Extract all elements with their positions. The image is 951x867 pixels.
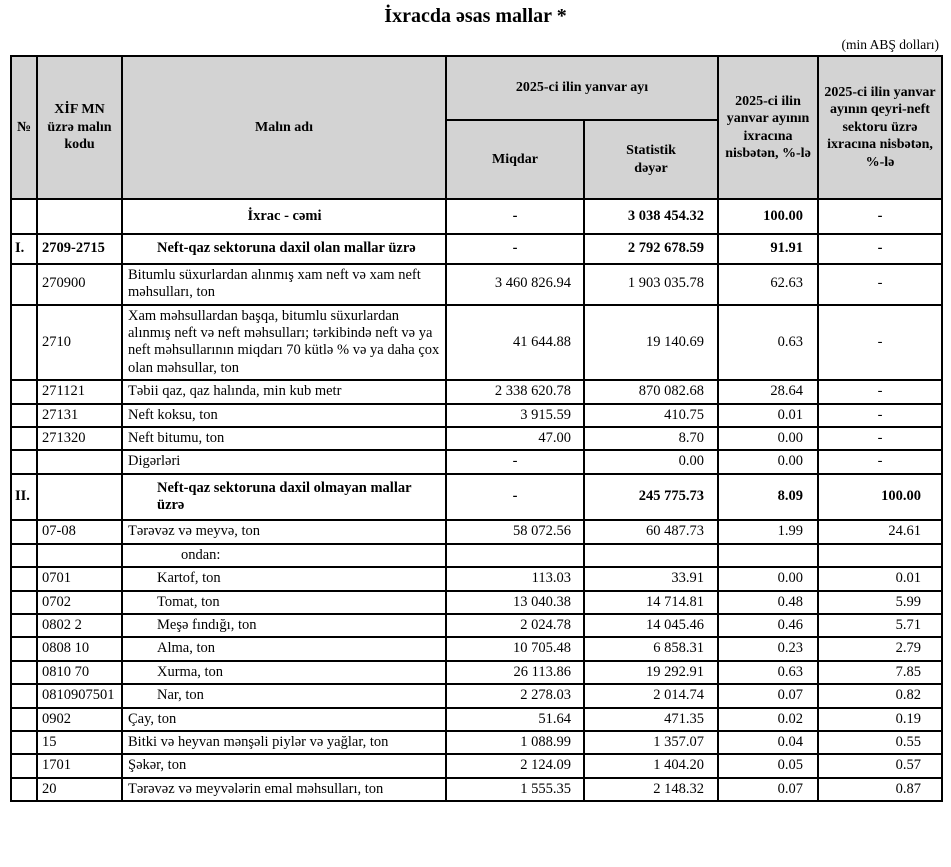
row-number-cell [11,591,37,614]
commodity-name-cell: İxrac - cəmi [122,199,446,234]
share-total-cell: 0.00 [718,450,818,473]
stat-value-cell: 1 357.07 [584,731,718,754]
stat-value-cell: 2 148.32 [584,778,718,801]
commodity-name-cell: Meşə fındığı, ton [122,614,446,637]
quantity-cell: 2 024.78 [446,614,584,637]
share-total-cell: 0.05 [718,754,818,777]
commodity-name-cell: Digərləri [122,450,446,473]
quantity-cell: 113.03 [446,567,584,590]
table-row [11,474,942,521]
row-number-cell [11,380,37,403]
commodity-name-cell: Nar, ton [122,684,446,707]
stat-value-cell: 19 140.69 [584,305,718,381]
share-total-cell: 0.07 [718,684,818,707]
commodity-code-cell: 0902 [37,708,122,731]
table-row [11,684,942,707]
commodity-code-cell: 0702 [37,591,122,614]
share-nonoil-cell: 0.19 [818,708,942,731]
share-nonoil-cell: 0.82 [818,684,942,707]
stat-value-cell: 19 292.91 [584,661,718,684]
share-nonoil-cell: 0.57 [818,754,942,777]
commodity-code-cell: 20 [37,778,122,801]
commodity-code-cell: 271121 [37,380,122,403]
share-total-cell: 1.99 [718,520,818,543]
table-row [11,520,942,543]
table-row [11,708,942,731]
commodity-code-cell: 07-08 [37,520,122,543]
table-row [11,199,942,234]
table-row [11,614,942,637]
row-number-cell [11,614,37,637]
commodity-code-cell [37,474,122,521]
table-row [11,450,942,473]
share-total-cell: 0.02 [718,708,818,731]
quantity-cell: 2 278.03 [446,684,584,707]
col-header-number: № [11,56,37,199]
share-total-cell: 0.63 [718,305,818,381]
page-title: İxracda əsas mallar * [384,5,567,27]
stat-value-cell: 410.75 [584,404,718,427]
share-nonoil-cell [818,544,942,567]
commodity-code-cell [37,199,122,234]
quantity-cell: 2 124.09 [446,754,584,777]
table-row [11,778,942,801]
quantity-cell [446,544,584,567]
share-nonoil-cell: - [818,234,942,263]
commodity-name-cell: Tərəvəz və meyvə, ton [122,520,446,543]
row-number-cell [11,264,37,305]
col-header-quantity: Miqdar [446,120,584,199]
share-nonoil-cell: - [818,199,942,234]
quantity-cell: - [446,450,584,473]
commodity-name-cell: Bitumlu süxurlardan alınmış xam neft və xam neft məhsulları, ton [122,264,446,305]
stat-value-cell: 6 858.31 [584,637,718,660]
share-total-cell: 0.00 [718,567,818,590]
col-header-share-nonoil: 2025-ci ilin yanvar ayının qeyri-neft sektoru üzrə ixracına nisbətən, %-lə [818,56,942,199]
table-row [11,544,942,567]
stat-value-cell: 14 045.46 [584,614,718,637]
table-row [11,305,942,381]
share-total-cell: 91.91 [718,234,818,263]
stat-value-cell: 60 487.73 [584,520,718,543]
commodity-name-cell: Neft-qaz sektoruna daxil olan mallar üzrə [122,234,446,263]
row-number-cell: II. [11,474,37,521]
share-total-cell: 0.04 [718,731,818,754]
col-header-period-group: 2025-ci ilin yanvar ayı [446,56,718,120]
share-nonoil-cell: 2.79 [818,637,942,660]
commodity-name-cell: Xurma, ton [122,661,446,684]
col-header-share-total: 2025-ci ilin yanvar ayının ixracına nisbətən, %-lə [718,56,818,199]
stat-value-cell: 1 903 035.78 [584,264,718,305]
row-number-cell [11,450,37,473]
share-nonoil-cell: 0.55 [818,731,942,754]
stat-value-cell: 870 082.68 [584,380,718,403]
share-nonoil-cell: - [818,427,942,450]
row-number-cell [11,199,37,234]
share-total-cell: 0.48 [718,591,818,614]
row-number-cell [11,520,37,543]
commodity-name-cell: Xam məhsullardan başqa, bitumlu süxurlardan alınmış neft və neft məhsulları; tərkibində neft və ya neft məhsullarının miqdarı 70 kütlə % və ya daha çox olan məhsullar, ton [122,305,446,381]
commodity-name-cell: Tomat, ton [122,591,446,614]
commodity-code-cell [37,450,122,473]
row-number-cell [11,567,37,590]
row-number-cell [11,731,37,754]
exports-table [10,55,943,802]
commodity-name-cell: Bitki və heyvan mənşəli piylər və yağlar, ton [122,731,446,754]
share-total-cell: 0.23 [718,637,818,660]
table-row [11,380,942,403]
share-total-cell: 0.01 [718,404,818,427]
stat-value-cell: 0.00 [584,450,718,473]
row-number-cell [11,305,37,381]
share-nonoil-cell: 5.71 [818,614,942,637]
share-nonoil-cell: - [818,264,942,305]
quantity-cell: 3 460 826.94 [446,264,584,305]
commodity-code-cell: 2709-2715 [37,234,122,263]
stat-value-cell: 245 775.73 [584,474,718,521]
quantity-cell: 26 113.86 [446,661,584,684]
share-total-cell: 8.09 [718,474,818,521]
share-nonoil-cell: - [818,380,942,403]
table-row [11,404,942,427]
commodity-name-cell: Alma, ton [122,637,446,660]
commodity-name-cell: Neft bitumu, ton [122,427,446,450]
stat-value-cell: 8.70 [584,427,718,450]
commodity-code-cell: 0810907501 [37,684,122,707]
row-number-cell [11,778,37,801]
share-total-cell: 0.00 [718,427,818,450]
commodity-name-cell: Neft koksu, ton [122,404,446,427]
share-nonoil-cell: - [818,305,942,381]
quantity-cell: - [446,234,584,263]
table-row [11,264,942,305]
table-row [11,427,942,450]
col-header-stat-value-label: Statistik dəyər [626,143,676,176]
table-row [11,731,942,754]
share-total-cell: 100.00 [718,199,818,234]
quantity-cell: 41 644.88 [446,305,584,381]
unit-note: (min ABŞ dolları) [841,37,939,52]
stat-value-cell: 2 792 678.59 [584,234,718,263]
share-nonoil-cell: 7.85 [818,661,942,684]
quantity-cell: - [446,474,584,521]
share-nonoil-cell: 24.61 [818,520,942,543]
share-nonoil-cell: - [818,450,942,473]
commodity-code-cell: 15 [37,731,122,754]
col-header-code: XİF MN üzrə malın kodu [37,56,122,199]
stat-value-cell [584,544,718,567]
quantity-cell: 3 915.59 [446,404,584,427]
row-number-cell [11,544,37,567]
table-row [11,234,942,263]
quantity-cell: 1 088.99 [446,731,584,754]
commodity-name-cell: Tərəvəz və meyvələrin emal məhsulları, ton [122,778,446,801]
col-header-stat-value [584,120,718,199]
share-nonoil-cell: - [818,404,942,427]
stat-value-cell: 1 404.20 [584,754,718,777]
quantity-cell: 10 705.48 [446,637,584,660]
col-header-name: Malın adı [122,56,446,199]
stat-value-cell: 14 714.81 [584,591,718,614]
commodity-name-cell: Təbii qaz, qaz halında, min kub metr [122,380,446,403]
quantity-cell: 58 072.56 [446,520,584,543]
commodity-code-cell: 0701 [37,567,122,590]
share-total-cell: 62.63 [718,264,818,305]
commodity-code-cell [37,544,122,567]
commodity-name-cell: Kartof, ton [122,567,446,590]
commodity-code-cell: 0808 10 [37,637,122,660]
stat-value-cell: 2 014.74 [584,684,718,707]
quantity-cell: - [446,199,584,234]
stat-value-cell: 3 038 454.32 [584,199,718,234]
commodity-name-cell: Neft-qaz sektoruna daxil olmayan mallar üzrə [122,474,446,521]
table-row [11,661,942,684]
commodity-code-cell: 27131 [37,404,122,427]
table-row [11,567,942,590]
commodity-code-cell: 0810 70 [37,661,122,684]
share-total-cell [718,544,818,567]
row-number-cell [11,404,37,427]
table-header [11,56,942,199]
row-number-cell [11,427,37,450]
commodity-code-cell: 1701 [37,754,122,777]
share-nonoil-cell: 0.87 [818,778,942,801]
share-total-cell: 0.63 [718,661,818,684]
commodity-code-cell: 2710 [37,305,122,381]
quantity-cell: 13 040.38 [446,591,584,614]
share-total-cell: 0.46 [718,614,818,637]
share-total-cell: 28.64 [718,380,818,403]
row-number-cell [11,661,37,684]
commodity-name-cell: Çay, ton [122,708,446,731]
quantity-cell: 2 338 620.78 [446,380,584,403]
commodity-name-cell: ondan: [122,544,446,567]
stat-value-cell: 33.91 [584,567,718,590]
table-body [11,199,942,801]
row-number-cell: I. [11,234,37,263]
row-number-cell [11,708,37,731]
row-number-cell [11,754,37,777]
table-row [11,637,942,660]
quantity-cell: 51.64 [446,708,584,731]
commodity-code-cell: 0802 2 [37,614,122,637]
share-total-cell: 0.07 [718,778,818,801]
quantity-cell: 47.00 [446,427,584,450]
row-number-cell [11,637,37,660]
commodity-code-cell: 271320 [37,427,122,450]
share-nonoil-cell: 100.00 [818,474,942,521]
table-row [11,754,942,777]
share-nonoil-cell: 0.01 [818,567,942,590]
row-number-cell [11,684,37,707]
stat-value-cell: 471.35 [584,708,718,731]
commodity-code-cell: 270900 [37,264,122,305]
share-nonoil-cell: 5.99 [818,591,942,614]
quantity-cell: 1 555.35 [446,778,584,801]
table-row [11,591,942,614]
commodity-name-cell: Şəkər, ton [122,754,446,777]
